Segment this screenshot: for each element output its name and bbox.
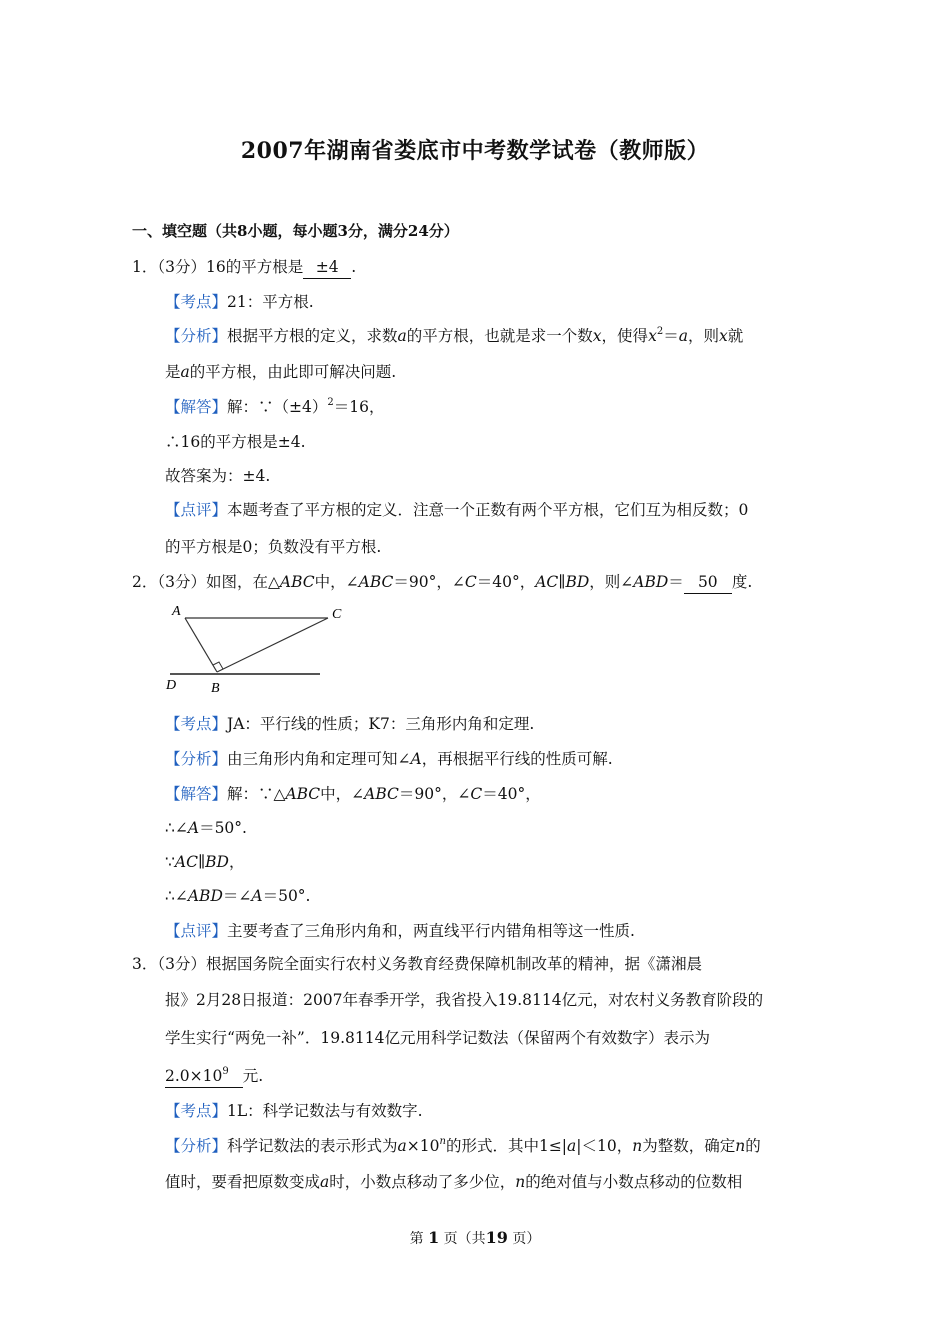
jieda-tag: 【解答】 <box>165 785 228 803</box>
fenxi-tag: 【分析】 <box>165 750 228 768</box>
dianping-line: 【点评】本题考查了平方根的定义．注意一个正数有两个平方根，它们互为相反数；0 <box>165 501 749 519</box>
kaodian-tag: 【考点】 <box>165 715 228 733</box>
jieda-tag: 【解答】 <box>165 398 228 416</box>
fenxi-tag: 【分析】 <box>165 327 228 345</box>
fenxi-line: 【分析】根据平方根的定义，求数a的平方根，也就是求一个数x，使得$x^2=a$，则x就 <box>165 326 744 345</box>
question-3-line-3: 学生实行“两免一补”．19.8114亿元用科学记数法（保留两个有效数字）表示为 <box>165 1029 710 1047</box>
dianping-tag: 【点评】 <box>165 501 228 519</box>
question-2: 2．（3分）如图，在△ABC中，∠ABC＝90°，∠C＝40°，AC∥BD，则∠ABD＝ 50 度. <box>132 571 752 594</box>
question-3-line-2: 报》2月28日报道：2007年春季开学，我省投入19.8114亿元，对农村义务教育阶段的 <box>165 991 764 1009</box>
dianping-line: 【点评】主要考查了三角形内角和，两直线平行内错角相等这一性质. <box>165 922 635 940</box>
label-d: D <box>166 678 177 693</box>
answer-blank: ±4 <box>303 256 351 279</box>
segment-bc <box>217 618 328 672</box>
jieda-line-2: ∴∠A＝50°. <box>165 819 247 837</box>
fenxi-tag: 【分析】 <box>165 1137 228 1155</box>
answer-blank: 50 <box>684 571 732 594</box>
question-number: 1． <box>132 258 158 276</box>
label-b: B <box>211 681 220 696</box>
triangle-figure <box>160 598 350 702</box>
fenxi-line: 【分析】科学记数法的表示形式为$a\times 10^n$的形式．其中1≤|a|＜10，n为整数，确定n的 <box>165 1136 761 1155</box>
question-number: 3． <box>132 955 158 973</box>
label-c: C <box>332 607 342 622</box>
fenxi-line-2: 值时，要看把原数变成a时，小数点移动了多少位，n的绝对值与小数点移动的位数相 <box>165 1173 743 1191</box>
answer-blank: $2.0\times 10^9$ <box>165 1065 243 1088</box>
jieda-line-2: ∴16的平方根是±4. <box>165 433 306 451</box>
jieda-line-4: ∴∠ABD＝∠A＝50°. <box>165 887 311 905</box>
fenxi-line: 【分析】由三角形内角和定理可知∠A，再根据平行线的性质可解. <box>165 750 613 768</box>
label-a: A <box>172 604 181 619</box>
segment-ab <box>185 618 217 672</box>
jieda-line: 【解答】解：∵△ABC中，∠ABC＝90°，∠C＝40°， <box>165 785 541 803</box>
dianping-tag: 【点评】 <box>165 922 228 940</box>
kaodian-tag: 【考点】 <box>165 293 228 311</box>
fenxi-line-2: 是a的平方根，由此即可解决问题. <box>165 363 397 381</box>
kaodian-line: 【考点】1L：科学记数法与有效数字. <box>165 1102 423 1120</box>
kaodian-tag: 【考点】 <box>165 1102 228 1120</box>
question-3: 3．（3分）根据国务院全面实行农村义务教育经费保障机制改革的精神，据《潇湘晨 <box>132 955 702 973</box>
page-total: 19 <box>485 1228 508 1247</box>
kaodian-line: 【考点】JA：平行线的性质；K7：三角形内角和定理. <box>165 715 535 733</box>
question-1: 1．（3分）16的平方根是 ±4 . <box>132 256 356 279</box>
question-3-line-4: $2.0\times 10^9$ 元. <box>165 1065 263 1088</box>
page-footer: 第 1 页（共19 页） <box>409 1228 541 1247</box>
jieda-line: 【解答】解：$\because(\pm 4)^2=16$， <box>165 397 385 416</box>
kaodian-line: 【考点】21：平方根. <box>165 293 314 311</box>
question-number: 2． <box>132 573 158 591</box>
dianping-line-2: 的平方根是0；负数没有平方根. <box>165 538 382 556</box>
section-heading: 一、填空题（共8小题，每小题3分，满分24分） <box>132 222 459 240</box>
page-number: 1 <box>428 1228 440 1247</box>
page-title: 2007年湖南省娄底市中考数学试卷（教师版） <box>240 138 710 164</box>
jieda-line-3: 故答案为：±4. <box>165 467 271 485</box>
jieda-line-3: ∵AC∥BD， <box>165 853 245 871</box>
